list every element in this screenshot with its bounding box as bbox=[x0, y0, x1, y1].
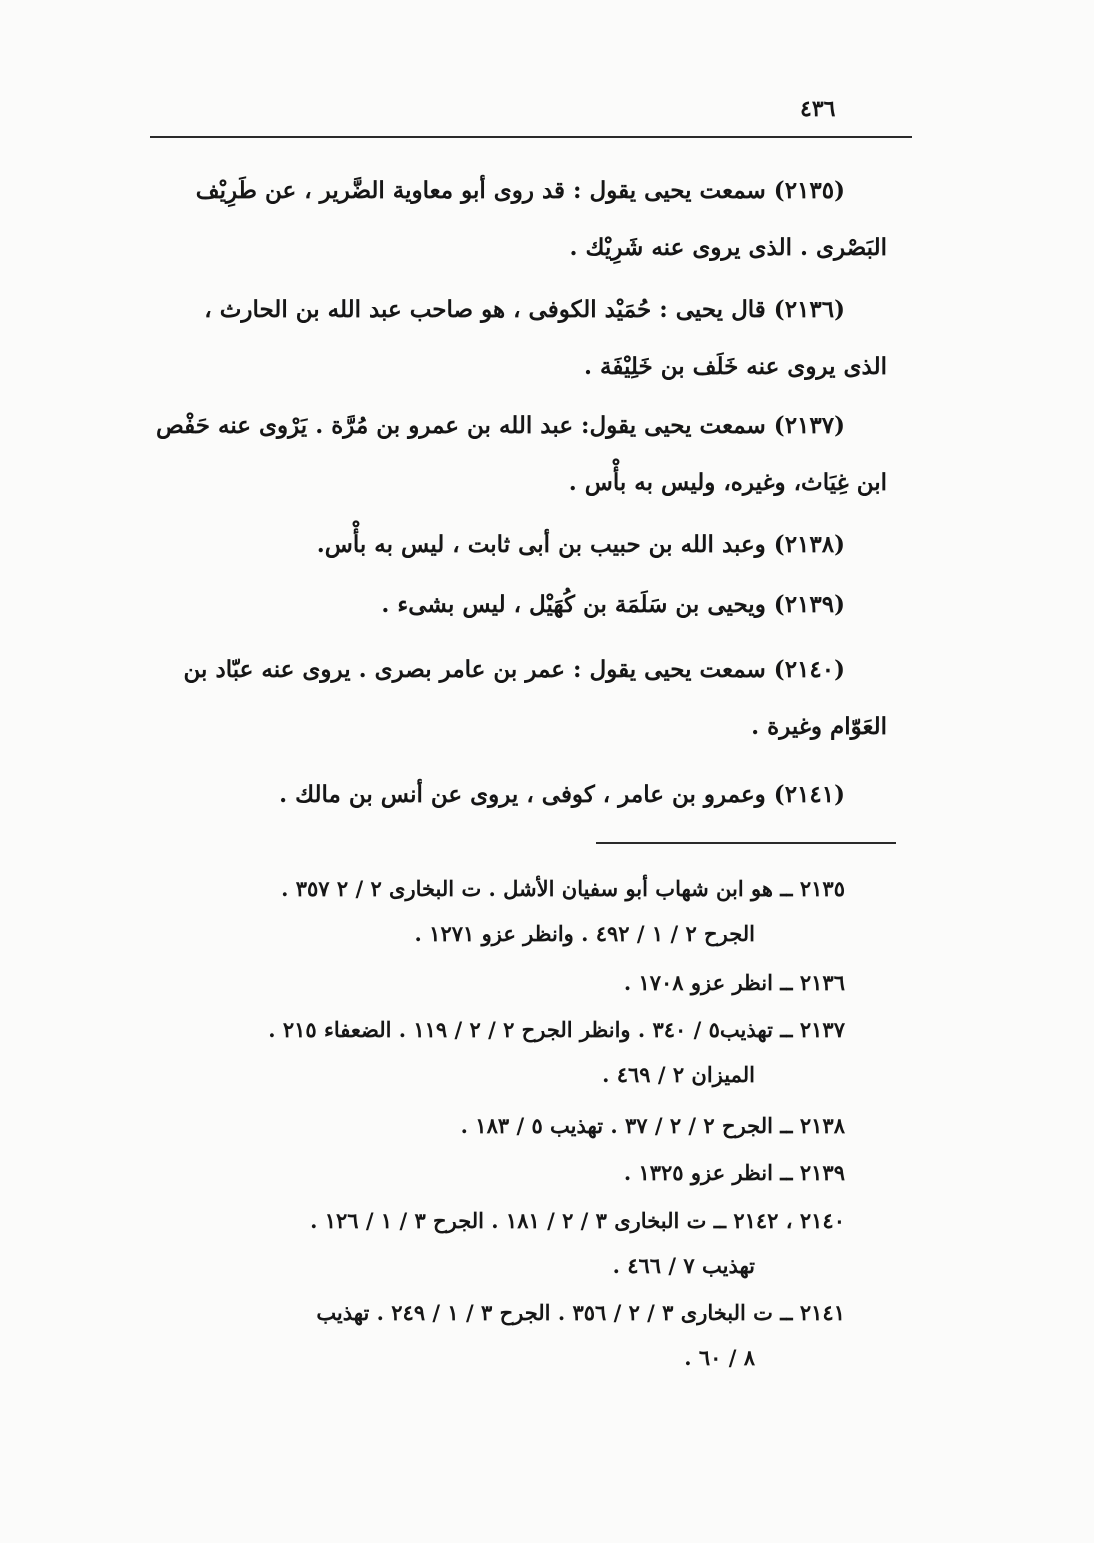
footnote-2137 bbox=[155, 1007, 845, 1097]
footnote-2135 bbox=[155, 866, 845, 956]
entry-line: البَصْرى . الذى يروى عنه شَرِيْك . bbox=[569, 234, 887, 261]
footnote-line: ٢١٤١ ــ ت البخارى ٣ / ٢ / ٣٥٦ . الجرح ٣ / ١ / ٢٤٩ . تهذيب bbox=[316, 1300, 845, 1325]
footnote-line: ٢١٣٩ ــ انظر عزو ١٣٢٥ . bbox=[623, 1160, 845, 1185]
footnote-line: ٢١٣٥ ــ هو ابن شهاب أبو سفيان الأشل . ت البخارى ٢ / ٢ ٣٥٧ . bbox=[281, 876, 845, 901]
entry-2135 bbox=[155, 162, 887, 276]
entry-2139 bbox=[155, 576, 887, 633]
footnote-line: ٢١٣٦ ــ انظر عزو ١٧٠٨ . bbox=[623, 970, 845, 995]
entry-line: (٢١٣٧) سمعت يحيى يقول: عبد الله بن عمرو بن مُرَّة . يَرْوى عنه حَفْص bbox=[155, 412, 845, 439]
footnote-2136 bbox=[155, 960, 845, 1005]
entry-line: (٢١٣٨) وعبد الله بن حبيب بن أبى ثابت ، ليس به بأْس. bbox=[316, 531, 845, 558]
entry-2136 bbox=[155, 281, 887, 395]
entry-2137 bbox=[155, 397, 887, 511]
entry-2140 bbox=[155, 641, 887, 755]
entry-2138 bbox=[155, 516, 887, 573]
entry-line: (٢١٣٥) سمعت يحيى يقول : قد روى أبو معاوية الضَّرير ، عن طَرِيْف bbox=[195, 177, 845, 204]
footnote-line: تهذيب ٧ / ٤٦٦ . bbox=[612, 1253, 755, 1278]
footnote-line: الميزان ٢ / ٤٦٩ . bbox=[602, 1062, 755, 1087]
footnote-line: ٢١٣٧ ــ تهذيب٥ / ٣٤٠ . وانظر الجرح ٢ / ٢ / ١١٩ . الضعفاء ٢١٥ . bbox=[268, 1017, 845, 1042]
footnote-line: ٢١٤٠ ، ٢١٤٢ ــ ت البخارى ٣ / ٢ / ١٨١ . الجرح ٣ / ١ / ١٢٦ . bbox=[310, 1208, 845, 1233]
footnote-line: ٨ / ٦٠ . bbox=[684, 1345, 755, 1370]
entry-line: العَوّام وغيرة . bbox=[751, 713, 887, 740]
page-number: ٤٣٦ bbox=[800, 96, 836, 122]
entry-line: (٢١٣٩) ويحيى بن سَلَمَة بن كُهَيْل ، ليس بشىء . bbox=[381, 591, 845, 618]
entry-line: (٢١٤٠) سمعت يحيى يقول : عمر بن عامر بصرى . يروى عنه عبّاد بن bbox=[183, 656, 845, 683]
header-rule bbox=[150, 136, 912, 138]
footnote-2140 bbox=[155, 1198, 845, 1288]
footnote-line: الجرح ٢ / ١ / ٤٩٢ . وانظر عزو ١٢٧١ . bbox=[414, 921, 755, 946]
entry-line: ابن غِيَاث، وغيره، وليس به بأْس . bbox=[568, 469, 887, 496]
footnote-2141 bbox=[155, 1290, 845, 1380]
footnote-line: ٢١٣٨ ــ الجرح ٢ / ٢ / ٣٧ . تهذيب ٥ / ١٨٣ . bbox=[460, 1113, 845, 1138]
entry-2141 bbox=[155, 766, 887, 823]
entry-line: (٢١٤١) وعمرو بن عامر ، كوفى ، يروى عن أنس بن مالك . bbox=[279, 781, 845, 808]
entry-line: الذى يروى عنه خَلَف بن خَلِيْفَة . bbox=[583, 353, 887, 380]
footnote-2139 bbox=[155, 1150, 845, 1195]
footnotes-rule bbox=[596, 842, 896, 844]
footnote-2138 bbox=[155, 1103, 845, 1148]
entry-line: (٢١٣٦) قال يحيى : حُمَيْد الكوفى ، هو صاحب عبد الله بن الحارث ، bbox=[204, 296, 845, 323]
